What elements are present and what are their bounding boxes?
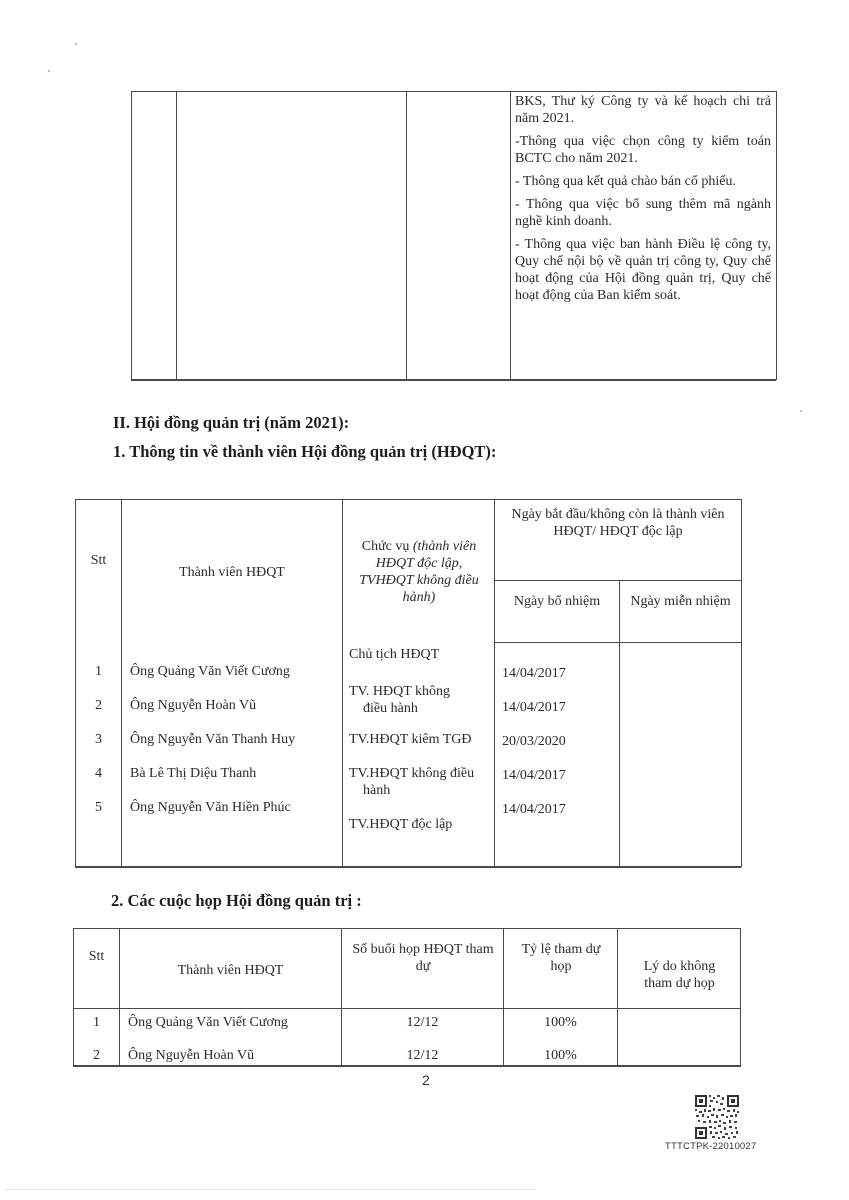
member-position: TV.HĐQT kiêm TGĐ <box>349 732 472 747</box>
table-header-divider <box>494 642 741 643</box>
table-col-divider <box>494 499 495 867</box>
header-position-note: (thành viên HĐQT độc lập, TVHĐQT không điều hành) <box>359 539 479 605</box>
member-appointed-date: 14/04/2017 <box>502 666 566 681</box>
resolution-item: -Thông qua việc chọn công ty kiểm toán BCTC cho năm 2021. <box>515 134 771 166</box>
resolution-item: - Thông qua việc ban hành Điều lệ công ty, Quy chế nội bộ về quản trị công ty, Quy chế hoạt động của Hội đồng quản trị, Quy chế hoạt động của Ban kiểm soát. <box>515 237 771 303</box>
meeting-sessions: 12/12 <box>406 1015 439 1030</box>
table-col-divider <box>176 91 177 380</box>
table-col-divider <box>121 499 122 867</box>
member-stt: 2 <box>95 698 102 713</box>
table-col-divider <box>342 499 343 867</box>
member-position: Chủ tịch HĐQT <box>349 647 440 662</box>
scan-speck <box>75 43 77 45</box>
member-name: Ông Nguyễn Văn Thanh Huy <box>130 732 296 747</box>
member-appointed-date: 14/04/2017 <box>502 700 566 715</box>
header-sessions: Số buổi họp HĐQT tham dự <box>352 942 494 974</box>
subsection-heading-members: 1. Thông tin về thành viên Hội đồng quản trị (HĐQT): <box>113 442 497 461</box>
header-reason: Lý do không tham dự họp <box>643 959 716 991</box>
member-appointed-date: 14/04/2017 <box>502 768 566 783</box>
meeting-rate: 100% <box>544 1015 577 1030</box>
header-dismissed: Ngày miễn nhiệm <box>630 594 731 609</box>
meeting-rate: 100% <box>544 1048 577 1063</box>
resolutions-cell <box>515 93 771 310</box>
header-stt: Stt <box>90 553 107 568</box>
header-position <box>350 538 488 606</box>
section-heading: II. Hội đồng quản trị (năm 2021): <box>113 413 350 432</box>
table-border-right <box>776 91 777 380</box>
table-border-right <box>740 928 741 1066</box>
header-member: Thành viên HĐQT <box>177 963 284 978</box>
table-border-top <box>131 91 776 92</box>
table-subheader-divider <box>494 580 741 581</box>
meeting-member-name: Ông Nguyễn Hoàn Vũ <box>128 1048 255 1063</box>
table-col-divider <box>341 928 342 1066</box>
table-col-divider <box>119 928 120 1066</box>
resolution-item: - Thông qua việc bổ sung thêm mã ngành nghề kinh doanh. <box>515 197 771 229</box>
member-stt: 4 <box>95 766 102 781</box>
header-position-label: Chức vụ <box>361 539 410 554</box>
table-border-bottom <box>73 1065 741 1067</box>
header-date-group: Ngày bắt đầu/không còn là thành viên HĐQT/ HĐQT độc lập <box>511 507 725 539</box>
table-col-divider <box>503 928 504 1066</box>
table-col-divider <box>510 91 511 380</box>
meeting-member-name: Ông Quảng Văn Viết Cương <box>128 1015 288 1030</box>
qr-code-label: TTTCTPK-22010027 <box>665 1141 757 1152</box>
table-border-bottom <box>75 866 741 868</box>
member-position-text: TV.HĐQT không điều hành <box>349 766 475 798</box>
qr-code-icon <box>694 1094 740 1140</box>
member-position <box>349 683 467 717</box>
table-col-divider <box>617 928 618 1066</box>
header-member: Thành viên HĐQT <box>179 565 285 580</box>
meeting-sessions: 12/12 <box>406 1048 439 1063</box>
meeting-stt: 2 <box>93 1048 100 1063</box>
table-border-top <box>75 499 741 500</box>
resolution-item: - Thông qua kết quả chào bán cổ phiếu. <box>515 174 736 189</box>
meeting-stt: 1 <box>93 1015 100 1030</box>
table-border-right <box>741 499 742 867</box>
scan-speck <box>48 70 50 72</box>
subsection-heading-meetings: 2. Các cuộc họp Hội đồng quản trị : <box>111 891 362 910</box>
member-stt: 5 <box>95 800 102 815</box>
scan-speck <box>800 410 802 412</box>
header-rate: Tỷ lệ tham dự họp <box>521 942 601 974</box>
member-name: Ông Quảng Văn Viết Cương <box>130 664 290 679</box>
header-stt: Stt <box>88 949 105 964</box>
scan-edge-line <box>5 1189 535 1190</box>
table-col-divider <box>406 91 407 380</box>
member-name: Ông Nguyễn Hoàn Vũ <box>130 698 257 713</box>
member-position-text: TV. HĐQT không điều hành <box>349 684 450 716</box>
table-border-top <box>73 928 741 929</box>
member-name: Ông Nguyễn Văn Hiền Phúc <box>130 800 291 815</box>
member-appointed-date: 14/04/2017 <box>502 802 566 817</box>
member-position <box>349 765 494 799</box>
member-position: TV.HĐQT độc lập <box>349 817 453 832</box>
page-number: 2 <box>422 1072 430 1088</box>
table-header-divider <box>73 1008 741 1009</box>
member-name: Bà Lê Thị Diệu Thanh <box>130 766 257 781</box>
member-stt: 3 <box>95 732 102 747</box>
table-col-divider <box>619 580 620 867</box>
table-border-left <box>131 91 132 380</box>
member-stt: 1 <box>95 664 102 679</box>
resolution-item: BKS, Thư ký Công ty và kế hoạch chi trả năm 2021. <box>515 94 771 126</box>
header-appointed: Ngày bổ nhiệm <box>513 594 601 609</box>
table-border-bottom <box>131 379 776 381</box>
member-appointed-date: 20/03/2020 <box>502 734 566 749</box>
